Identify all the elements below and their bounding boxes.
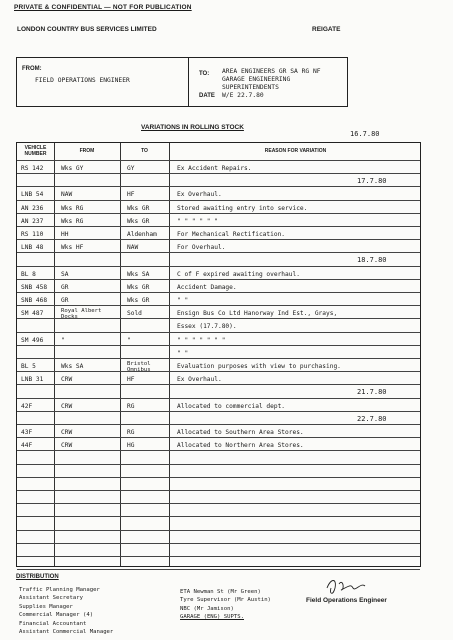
row-rule — [17, 569, 420, 570]
vehicle-number: BL 8 — [21, 270, 36, 278]
row-rule — [17, 252, 420, 253]
to-label: TO: — [199, 71, 210, 77]
vehicle-number: LNB 31 — [21, 376, 44, 384]
confidential-notice: PRIVATE & CONFIDENTIAL — NOT FOR PUBLICATION — [14, 4, 192, 11]
distribution-entry: GARAGE (ENG) SUPTS. — [180, 614, 244, 621]
from-depot: Wks SA — [61, 363, 84, 370]
signatory-title: Field Operations Engineer — [306, 597, 387, 604]
vehicle-number: RS 110 — [21, 231, 44, 238]
from-depot: Wks HF — [61, 244, 84, 252]
section-date: 17.7.80 — [357, 177, 387, 186]
row-rule — [17, 411, 420, 412]
vehicle-number: BL 5 — [21, 363, 36, 370]
variations-table — [16, 142, 421, 567]
distribution-entry: Traffic Planning Manager — [19, 587, 100, 593]
vehicle-number: 42F — [21, 402, 33, 410]
date-value: W/E 22.7.80 — [222, 92, 264, 99]
reason-text: For Overhaul. — [177, 244, 226, 252]
to-depot: GY — [127, 165, 135, 172]
distribution-entry: Supplies Manager — [19, 603, 73, 610]
memo-header-box — [16, 57, 348, 107]
row-rule — [17, 239, 420, 240]
to-value-line-1: AREA ENGINEERS GR SA RG NF — [222, 68, 321, 75]
reason-text: " " " " " " " — [177, 336, 226, 344]
from-depot: HH — [61, 231, 69, 238]
vehicle-number: SNB 458 — [21, 283, 48, 291]
reason-text: Ex Overhaul. — [177, 191, 222, 199]
reason-text: For Mechanical Rectification. — [177, 231, 286, 238]
location: REIGATE — [312, 26, 341, 33]
to-value-line-2: GARAGE ENGINEERING — [222, 76, 291, 83]
vehicle-number: SNB 468 — [21, 297, 48, 304]
vehicle-number: SM 487 — [21, 310, 44, 318]
reason-text: Allocated to Northern Area Stores. — [177, 442, 304, 450]
from-value: FIELD OPERATIONS ENGINEER — [35, 77, 130, 84]
section-date: 22.7.80 — [357, 414, 387, 423]
col-header-from: FROM — [79, 148, 95, 154]
row-rule — [17, 450, 420, 451]
row-rule — [17, 503, 420, 504]
distribution-title: DISTRIBUTION — [16, 574, 59, 580]
to-depot: Wks GR — [127, 204, 150, 212]
reason-text: Evaluation purposes with view to purchasing. — [177, 363, 341, 370]
to-depot: HF — [127, 376, 135, 384]
vehicle-number: LNB 48 — [21, 244, 44, 252]
to-depot: Sold — [127, 310, 142, 318]
row-rule — [17, 490, 420, 491]
to-depot: Wks SA — [127, 270, 150, 278]
to-depot: Bristol Omnibus — [127, 361, 151, 373]
to-depot: Aldenham — [127, 231, 157, 238]
row-rule — [17, 186, 420, 187]
reason-text: " " — [177, 349, 189, 357]
row-rule — [17, 424, 420, 425]
from-depot: NAW — [61, 191, 73, 199]
reason-text: Ex Accident Repairs. — [177, 165, 252, 172]
reason-text: Accident Damage. — [177, 283, 237, 291]
reason-text: Allocated to Southern Area Stores. — [177, 429, 304, 436]
from-depot: " — [61, 336, 65, 344]
vehicle-number: 44F — [21, 442, 33, 450]
row-rule — [17, 226, 420, 227]
date-label: DATE — [199, 93, 215, 99]
top-date: 16.7.80 — [350, 130, 380, 138]
row-rule — [17, 477, 420, 478]
row-rule — [17, 398, 420, 399]
to-depot: NAW — [127, 244, 139, 252]
from-depot: GR — [61, 283, 69, 291]
to-depot: RG — [127, 402, 135, 410]
row-rule — [17, 384, 420, 385]
to-depot: Wks GR — [127, 217, 150, 225]
row-rule — [17, 371, 420, 372]
col-header-to: TO — [141, 148, 148, 154]
from-depot: SA — [61, 270, 69, 278]
row-rule — [17, 556, 420, 557]
header-divider — [188, 58, 189, 106]
to-depot: HG — [127, 442, 135, 450]
distribution-entry: Tyre Supervisor (Mr Austin) — [180, 597, 271, 604]
row-rule — [17, 530, 420, 531]
to-value-line-3: SUPERINTENDENTS — [222, 84, 279, 91]
distribution-entry: Financial Accountant — [19, 620, 87, 627]
row-rule — [17, 437, 420, 438]
reason-text: " " " " " " — [177, 217, 218, 225]
distribution-entry: Assistant Secretary — [19, 595, 83, 602]
from-depot: Wks GY — [61, 165, 84, 172]
row-rule — [17, 292, 420, 293]
row-rule — [17, 213, 420, 214]
row-rule — [17, 358, 420, 359]
document-title: VARIATIONS IN ROLLING STOCK — [141, 124, 244, 131]
from-depot: CRW — [61, 376, 73, 384]
reason-text: Essex (17.7.80). — [177, 323, 237, 331]
row-rule — [17, 173, 420, 174]
vehicle-number: 43F — [21, 429, 33, 436]
to-depot: Wks GR — [127, 297, 150, 304]
to-depot: HF — [127, 191, 135, 199]
reason-text: Allocated to commercial dept. — [177, 402, 286, 410]
to-depot: " — [127, 336, 131, 344]
row-rule — [17, 345, 420, 346]
header-rule — [17, 160, 420, 161]
vehicle-number: LNB 54 — [21, 191, 44, 199]
reason-text: " " — [177, 297, 189, 304]
row-rule — [17, 279, 420, 280]
from-depot: Wks RG — [61, 217, 84, 225]
distribution-entry: Assistant Commercial Manager — [19, 629, 114, 636]
distribution-entry: ETA Newman St (Mr Green) — [180, 589, 261, 595]
from-depot: GR — [61, 297, 69, 304]
vehicle-number: RS 142 — [21, 165, 44, 172]
vehicle-number: AN 236 — [21, 204, 44, 212]
reason-text: Ensign Bus Co Ltd Hanorway Ind Est., Grays, — [177, 310, 338, 318]
row-rule — [17, 305, 420, 306]
to-depot: RG — [127, 429, 135, 436]
section-date: 21.7.80 — [357, 388, 387, 397]
distribution-entry: Commercial Manager (4) — [19, 612, 94, 619]
col-header-vehicle: VEHICLE NUMBER — [24, 145, 47, 157]
distribution-entry: NBC (Mr Jamison) — [180, 605, 234, 612]
row-rule — [17, 266, 420, 267]
row-rule — [17, 332, 420, 333]
reason-text: Stored awaiting entry into service. — [177, 204, 308, 212]
row-rule — [17, 516, 420, 517]
vehicle-number: SM 496 — [21, 336, 44, 344]
to-depot: Wks GR — [127, 283, 150, 291]
section-date: 18.7.80 — [357, 256, 387, 265]
from-depot: Royal Albert Docks — [61, 308, 102, 321]
col-header-reason: REASON FOR VARIATION — [264, 148, 327, 154]
from-depot: Wks RG — [61, 204, 84, 212]
from-label: FROM: — [22, 66, 42, 72]
from-depot: CRW — [61, 429, 73, 436]
row-rule — [17, 318, 420, 319]
company-name: LONDON COUNTRY BUS SERVICES LIMITED — [17, 26, 157, 33]
row-rule — [17, 543, 420, 544]
distribution-list-right — [180, 588, 271, 622]
row-rule — [17, 200, 420, 201]
from-depot: CRW — [61, 402, 73, 410]
from-depot: CRW — [61, 442, 73, 450]
distribution-list-left — [19, 586, 113, 636]
vehicle-number: AN 237 — [21, 217, 44, 225]
row-rule — [17, 464, 420, 465]
reason-text: C of F expired awaiting overhaul. — [177, 270, 300, 278]
reason-text: Ex Overhaul. — [177, 376, 222, 384]
